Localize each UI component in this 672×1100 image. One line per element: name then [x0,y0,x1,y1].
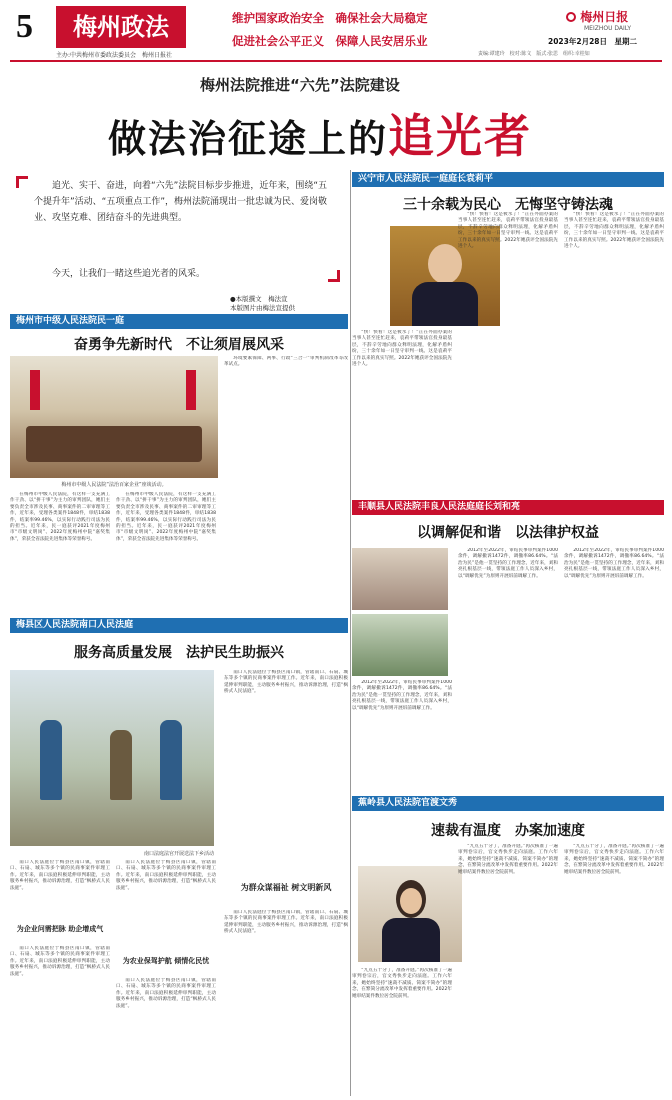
headline-block [0,62,672,162]
article-column-2: 在梅州市中级人民法院，有这样一支充满工作干劲、以“拼干事”为主力的审判团队，她们主要负责全市涉及民事、商事案件的二审审理等工作，近年来，受理各类案件1848件，审结1838件，结案率99.46%，以实际行动践行司法为民的担当。近年来，民一庭获评2021年度梅州市“市级文明岗”、2022年度梅州中院“嘉奖集体”，荣获全省法院先进集体等荣誉称号。 [116,492,216,542]
article-column-2b: 南口人民法庭位于梅县区南口镇，管辖南口、石扇、城东等多个镇的民商事案件审理工作。近年来，南口法庭积极延伸审判职能，主动服务乡村振兴，推动诉源治理，打造“枫桥式人民法庭”。 [116,978,216,1009]
article-column-1: 南口人民法庭位于梅县区南口镇，管辖南口、石扇、城东等多个镇的民商事案件审理工作。近年来，南口法庭积极延伸审判职能，主动服务乡村振兴，推动诉源治理，打造“枫桥式人民法庭”。 [10,860,110,891]
headline-title-red: 追光者 [388,109,533,163]
section-bar: 兴宁市人民法院民一庭庭长袁莉平 [352,172,664,187]
credit-writer: ●本版撰文 梅法宣 [230,295,288,303]
masthead [0,0,672,62]
quote-open-icon [16,176,28,188]
article-column-2: “快！快看！这是被水了！”正在外面办案的当事人甚至连忙赶来，袁莉平带领法官投身最基层，不辞辛劳地向群众释明法理，化解矛盾纠纷，三十余年如一日坚守审判一线。这是袁莉平工作以来的真实写照。2022年她获评全国法院先进个人。 [458,212,558,250]
section-fengshun [352,500,664,790]
article-column-1: 在梅州市中级人民法院，有这样一支充满工作干劲、以“拼干事”为主力的审判团队，她们主要负责全市涉及民事、商事案件的二审审理等工作，近年来，受理各类案件1848件，审结1838件，结案率99.46%，以实际行动践行司法为民的担当。近年来，民一庭获评2021年度梅州市“市级文明岗”、2022年度梅州中院“嘉奖集体”，荣获全省法院先进集体等荣誉称号。 [10,492,110,542]
article-column-1: “快！快看！这是被水了！”正在外面办案的当事人甚至连忙赶来，袁莉平带领法官投身最基层，不辞辛劳地向群众释明法理，化解矛盾纠纷，三十余年如一日坚守审判一线。这是袁莉平工作以来的真实写照。2022年她获评全国法院先进个人。 [352,330,452,368]
article-column-3: “九点五十分了，准备开庭。”再次核准了一遍审判卷宗后，官文秀快步走向法庭。工作六年来，她始终坚持“速裁不减质、简案不简办”的理念，在繁简分流改革中发挥着重要作用。2022年她审结案件数位居全院前列。 [564,844,664,875]
article-column-2: “九点五十分了，准备开庭。”再次核准了一遍审判卷宗后，官文秀快步走向法庭。工作六年来，她始终坚持“速裁不减质、简案不简办”的理念，在繁简分流改革中发挥着重要作用。2022年她审结案件数位居全院前列。 [458,844,558,875]
slogan-line-2: 促进社会公平正义 保障人民安居乐业 [232,34,428,48]
photo-caption: 梅州市中级人民法院“法治百家企业”座谈活动。 [61,482,167,488]
article-column-2: 2012年至2022年，审结民事审判案件1000余件，调解撤诉1472件，调撤率86.64%。“法治为民”是他一贯坚持的工作理念，近年来，刘和亮扎根基层一线，带领法庭工作人员深入乡村，以“调解优先”为原则开展诉前调解工作。 [458,548,558,579]
intro-text: 追光、实干、奋进，向着“六先”法院目标步步推进，近年来，围绕“五个提升年”活动、“五项重点工作”，梅州法院涌现出一批忠诚为民、爱岗敬业、攻坚克难、团结奋斗的先进典型。 [34,181,327,223]
section-title: 梅州政法 [56,6,186,48]
headline-title [108,100,532,166]
section-nankou [10,618,348,1096]
section-subtitle: 服务高质量发展 法护民生助振兴 [74,645,284,661]
article-column-3: 环境要素保障、两事、行政“三合一”审判机制改革等改革试点。 [224,356,348,368]
section-jiaoling [352,796,664,1096]
subheading-3: 为群众谋福祉 树文明新风 [240,883,332,892]
mediation-photo [352,548,448,610]
article-column-1b: 南口人民法庭位于梅县区南口镇，管辖南口、石扇、城东等多个镇的民商事案件审理工作。近年来，南口法庭积极延伸审判职能，主动服务乡村振兴，推动诉源治理，打造“枫桥式人民法庭”。 [10,946,110,977]
section-subtitle: 以调解促和谐 以法律护权益 [417,525,599,541]
section-bar: 蕉岭县人民法院官渡文秀 [352,796,664,811]
section-subtitle: 三十余载为民心 无悔坚守铸法魂 [403,197,613,213]
article-column-1: “九点五十分了，准备开庭。”再次核准了一遍审判卷宗后，官文秀快步走向法庭。工作六年来，她始终坚持“速裁不减质、简案不简办”的理念，在繁简分流改革中发挥着重要作用。2022年她审结案件数位居全院前列。 [352,968,452,999]
column-divider [350,170,351,1096]
section-bar: 丰顺县人民法院丰良人民法庭庭长刘和亮 [352,500,664,515]
subheading-2: 为农业保驾护航 倾情化民忧 [122,957,210,965]
paper-logo [566,8,628,25]
credit-photo: 本版图片由梅法宣提供 [230,304,295,312]
section-subtitle: 奋勇争先新时代 不让须眉展风采 [74,337,284,353]
photo-caption: 南口法庭法官开展送法下乡活动 [143,851,214,857]
court-meeting-photo [10,356,218,478]
article-column-3: 2012年至2022年，审结民事审判案件1000余件，调解撤诉1472件，调撤率86.64%。“法治为民”是他一贯坚持的工作理念，近年来，刘和亮扎根基层一线，带领法庭工作人员深入乡村，以“调解优先”为原则开展诉前调解工作。 [564,548,664,579]
section-bar: 梅州市中级人民法院民一庭 [10,314,348,329]
article-column-1: 2012年至2022年，审结民事审判案件1000余件，调解撤诉1472件，调撤率86.64%。“法治为民”是他一贯坚持的工作理念，近年来，刘和亮扎根基层一线，带领法庭工作人员深入乡村，以“调解优先”为原则开展诉前调解工作。 [352,680,452,711]
slogan-line-1: 维护国家政治安全 确保社会大局稳定 [232,11,428,25]
subheading-1: 为企业问需把脉 助企增成气 [16,925,104,933]
section-intermediate-court [10,314,348,614]
intro-text-2: 今天，让我们一睹这些追光者的风采。 [52,269,206,279]
headline-title-main: 做法治征途上的 [108,117,389,161]
article-column-3b: 南口人民法庭位于梅县区南口镇，管辖南口、石扇、城东等多个镇的民商事案件审理工作。近年来，南口法庭积极延伸审判职能，主动服务乡村振兴，推动诉源治理，打造“枫桥式人民法庭”。 [224,910,348,935]
editors-line: 责编:谭建玲 校对:陈文 版式:张思 组织:幸桂如 [478,51,590,57]
section-subtitle: 速裁有温度 办案加速度 [431,823,585,839]
logo-mark-icon [566,12,576,22]
section-bar: 梅县区人民法院南口人民法庭 [10,618,348,633]
paper-name: 梅州日报 [580,10,629,24]
paper-pinyin: MEIZHOU DAILY [584,25,631,32]
article-column-3: 南口人民法庭位于梅县区南口镇，管辖南口、石扇、城东等多个镇的民商事案件审理工作。近年来，南口法庭积极延伸审判职能，主动服务乡村振兴，推动诉源治理，打造“枫桥式人民法庭”。 [224,670,348,695]
intro-box [10,172,348,312]
headline-kicker: 梅州法院推进“六先”法院建设 [200,76,400,94]
page-number: 5 [16,8,33,45]
village-visit-photo [352,614,448,676]
issue-date: 2023年2月28日 星期二 [548,37,638,46]
judge-portrait-photo [358,866,462,962]
article-column-3: “快！快看！这是被水了！”正在外面办案的当事人甚至连忙赶来，袁莉平带领法官投身最基层，不辞辛劳地向群众释明法理，化解矛盾纠纷，三十余年如一日坚守审判一线。这是袁莉平工作以来的真实写照。2022年她获评全国法院先进个人。 [564,212,664,250]
outreach-photo [10,670,214,846]
quote-close-icon [328,270,340,282]
sponsor-line: 主办:中共梅州市委政法委员会 梅州日报社 [56,52,173,59]
section-xingning [352,172,664,492]
article-column-2: 南口人民法庭位于梅县区南口镇，管辖南口、石扇、城东等多个镇的民商事案件审理工作。近年来，南口法庭积极延伸审判职能，主动服务乡村振兴，推动诉源治理，打造“枫桥式人民法庭”。 [116,860,216,891]
